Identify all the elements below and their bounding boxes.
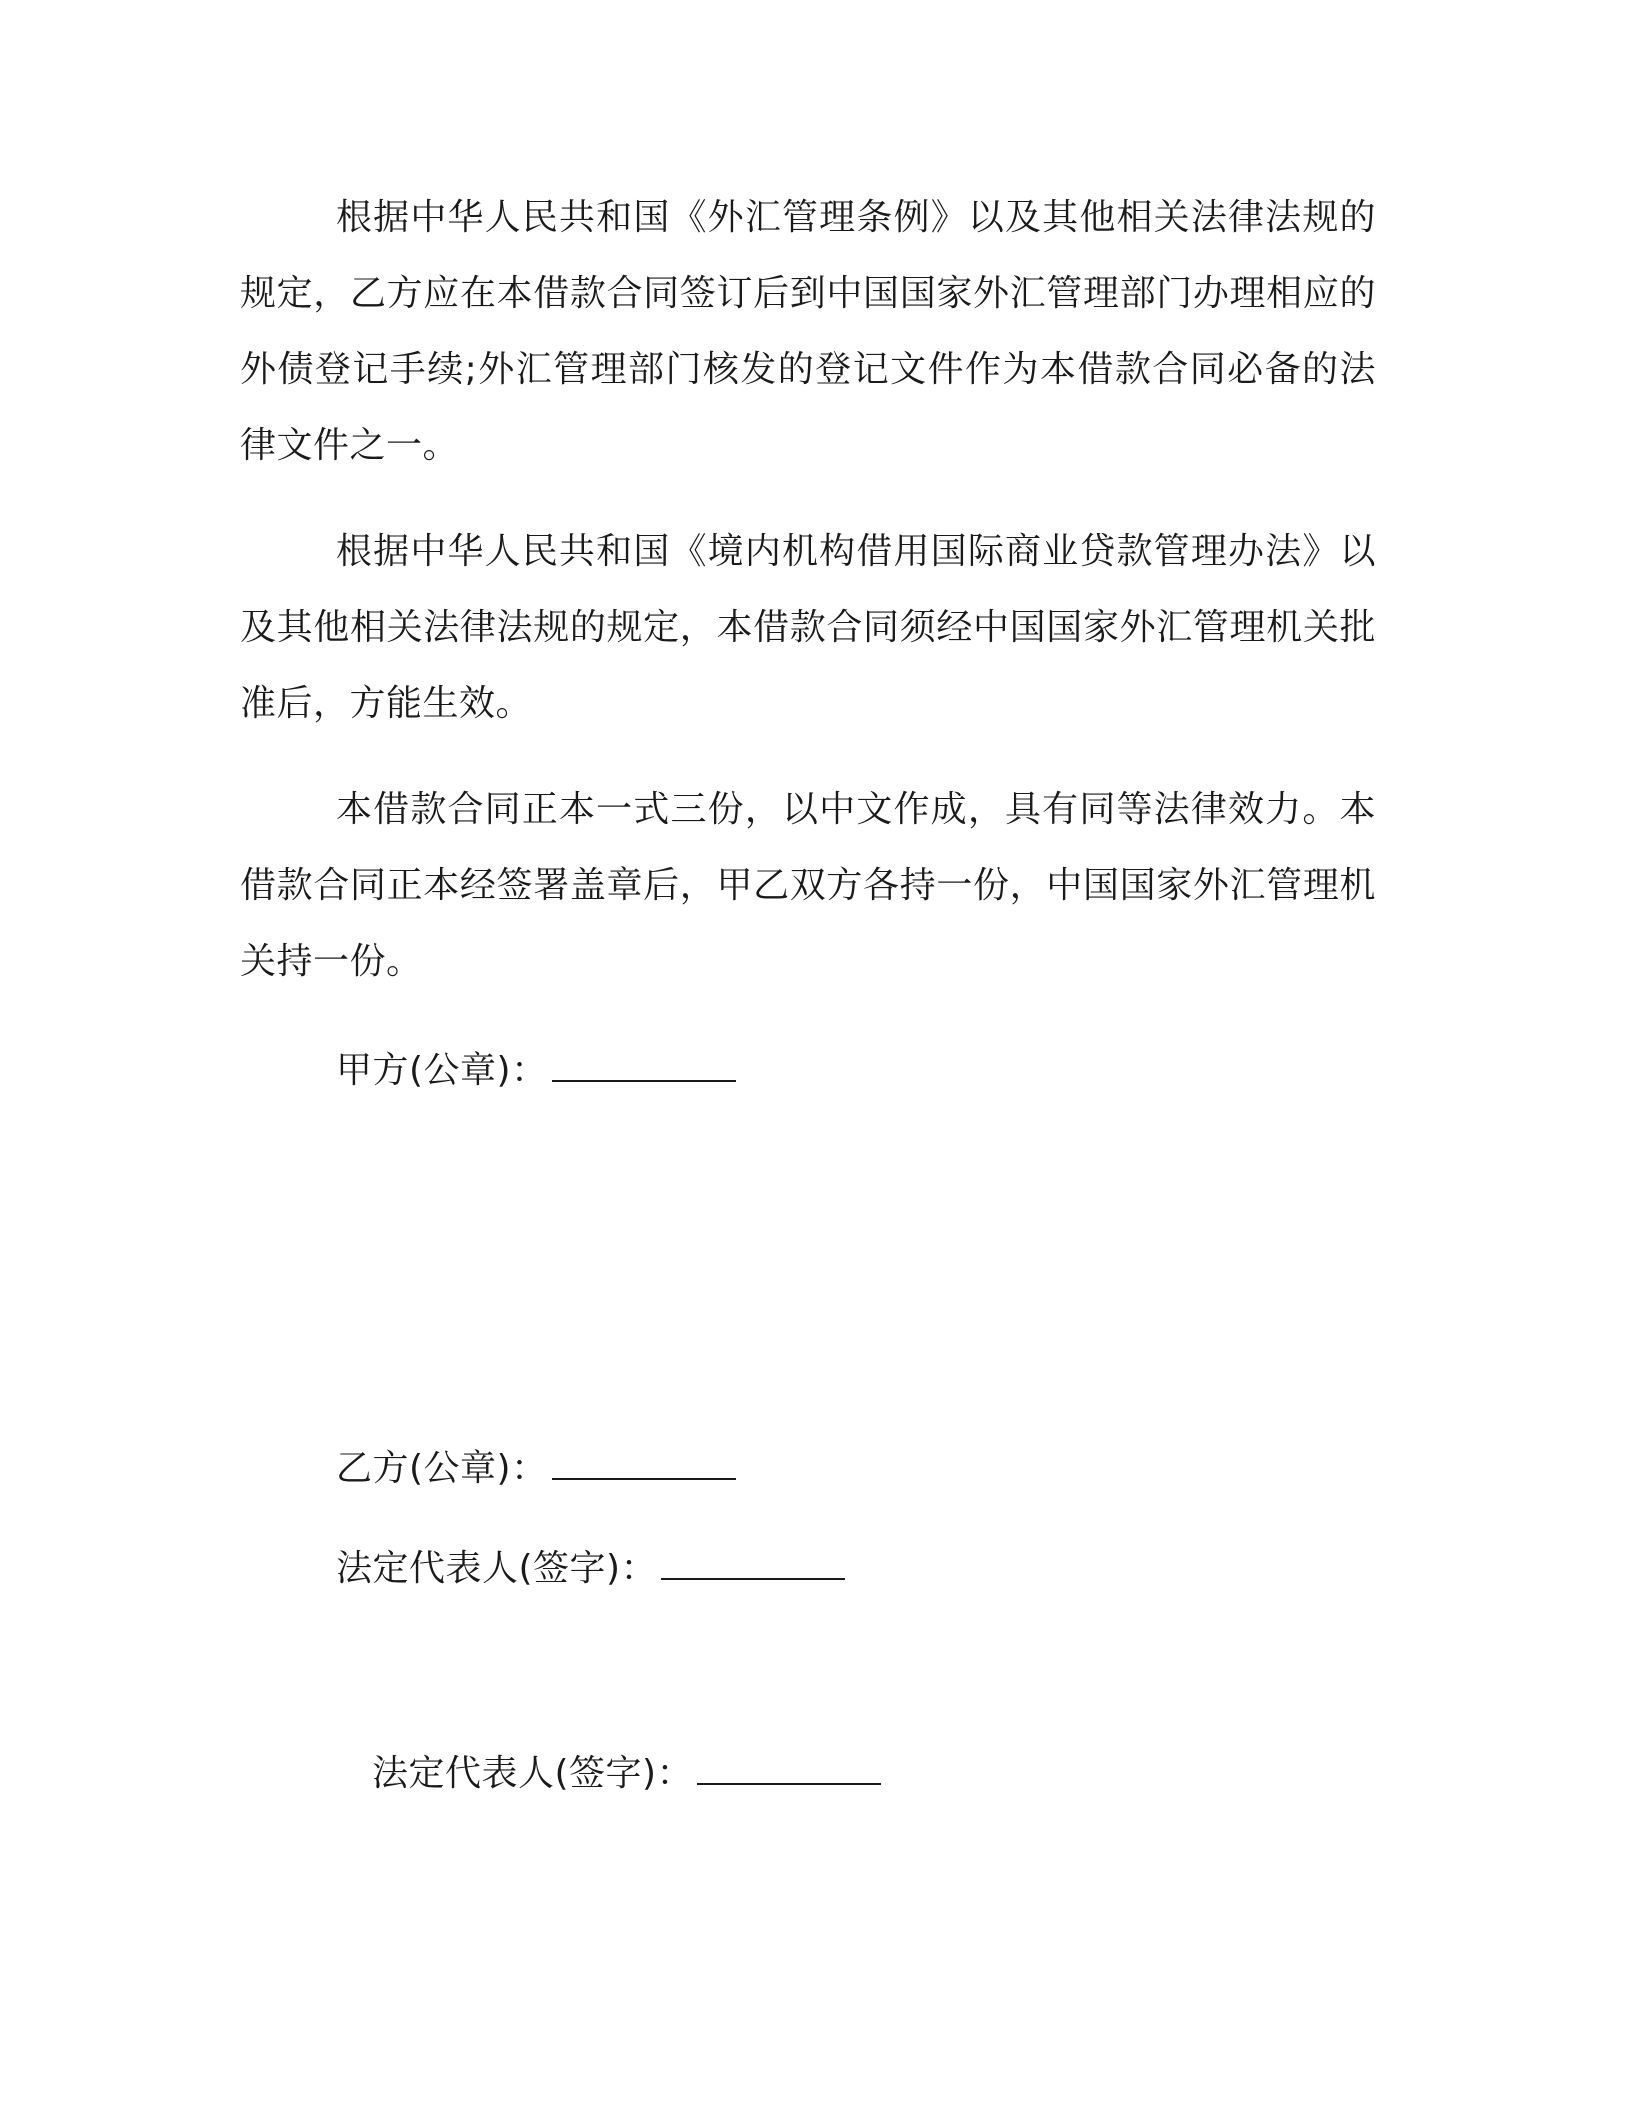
- signature-line-legal-rep-2: [372, 1746, 881, 1802]
- party-b-seal-blank[interactable]: [552, 1442, 736, 1480]
- paragraph-copies: 本借款合同正本一式三份，以中文作成，具有同等法律效力。本借款合同正本经签署盖章后，甲乙双方各持一份，中国国家外汇管理机关持一份。: [240, 789, 1376, 982]
- party-a-seal-label: 甲方(公章)：: [336, 1050, 548, 1091]
- party-a-seal-blank[interactable]: [552, 1044, 736, 1082]
- signature-line-party-b: [336, 1441, 736, 1497]
- paragraph-foreign-debt-registration: 根据中华人民共和国《外汇管理条例》以及其他相关法律法规的规定，乙方应在本借款合同签订后到中国国家外汇管理部门办理相应的外债登记手续;外汇管理部门核发的登记文件作为本借款合同必备的法律文件之一。: [240, 197, 1376, 466]
- legal-rep-2-blank[interactable]: [697, 1747, 881, 1785]
- legal-rep-1-label: 法定代表人(签字)：: [336, 1548, 658, 1589]
- party-b-seal-label: 乙方(公章)：: [336, 1448, 548, 1489]
- legal-rep-2-label: 法定代表人(签字)：: [372, 1753, 694, 1794]
- paragraph-approval-requirement: 根据中华人民共和国《境内机构借用国际商业贷款管理办法》以及其他相关法律法规的规定，本借款合同须经中国国家外汇管理机关批准后，方能生效。: [240, 531, 1376, 724]
- legal-rep-1-blank[interactable]: [661, 1542, 845, 1580]
- signature-line-party-a: [336, 1043, 736, 1099]
- signature-line-legal-rep-1: [336, 1541, 845, 1597]
